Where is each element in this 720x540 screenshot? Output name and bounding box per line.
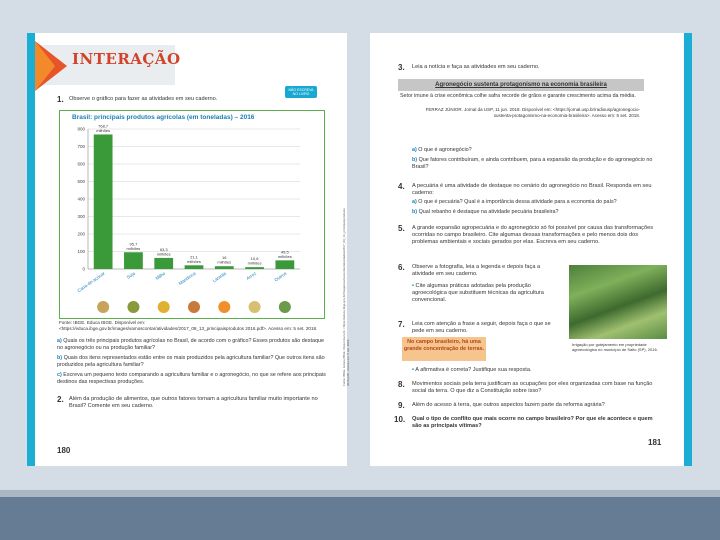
q1-a-text: Quais os três principais produtos agrícolas no Brasil, de acordo com o gráfico? Esses produtos são destaque no agronegócio ou na produção familiar? (57, 338, 324, 351)
q8-number: 8. (398, 380, 405, 389)
chart-title: Brasil: principais produtos agrícolas (em toneladas) – 2016 (72, 114, 255, 121)
bullet-icon: • (412, 367, 414, 373)
q10-number: 10. (394, 415, 406, 424)
chart-bar (275, 260, 294, 269)
q4-b (412, 209, 662, 216)
q2-number: 2. (57, 395, 64, 404)
chart-bar (245, 267, 264, 269)
y-tick-label: 800 (77, 126, 85, 132)
q1-a-label: a) (57, 338, 62, 344)
y-tick-label: 500 (77, 179, 85, 184)
y-tick-label: 300 (77, 214, 85, 219)
category-label: Mandioca (177, 270, 197, 287)
chart-bar (154, 258, 173, 269)
q6-bullet (412, 283, 564, 305)
bar-data-label-unit: milhões (96, 127, 111, 133)
page-edge (27, 33, 35, 466)
page-number-left: 180 (57, 446, 71, 455)
q3-b-label: b) (412, 157, 418, 163)
bar-data-label: 10,6 (250, 256, 259, 262)
q6-bullet-text: Cite algumas práticas adotadas pela produção agroecológica que substituem técnicas da agricultura convencional. (412, 283, 544, 304)
category-label: Outros (273, 270, 288, 283)
chart-bar (215, 266, 234, 269)
q4-number: 4. (398, 182, 405, 191)
q6-number: 6. (398, 263, 405, 272)
product-image (158, 301, 170, 313)
product-image (279, 301, 291, 313)
product-image (97, 301, 109, 313)
bar-data-label: 16 (222, 255, 227, 261)
bar-data-label-unit: milhões (247, 260, 262, 266)
q3-a-label: a) (412, 147, 417, 153)
product-image (127, 301, 139, 313)
bottom-bar (0, 497, 720, 540)
q3-text: Leia a notícia e faça as atividades em seu caderno. (412, 64, 540, 70)
product-image (249, 301, 261, 313)
category-label: Milho (154, 270, 167, 281)
bar-data-label: 768,7 (98, 123, 109, 129)
quote-callout: No campo brasileiro, há uma grande concentração de terras. (402, 337, 486, 361)
chart-bar (94, 134, 113, 269)
q7-bullet (412, 367, 612, 374)
q5-number: 5. (398, 224, 405, 233)
q6-text: Observe a fotografia, leia a legenda e depois faça a atividade em seu caderno. (412, 264, 541, 278)
category-label: Arroz (245, 270, 258, 281)
category-label: Cana-de-açúcar (76, 270, 106, 294)
q9-text: Além do acesso à terra, que outros aspectos fazem parte da reforma agrária? (412, 402, 605, 408)
bar-data-label: 63,3 (159, 246, 168, 252)
category-label: Laranja (211, 270, 227, 284)
q1-b-text: Quais dos itens representados estão entre os mais produzidos pela agricultura familiar? Que outros itens são produzidos pela agricultura familiar? (57, 355, 325, 368)
left-page (27, 33, 350, 466)
y-tick-label: 100 (77, 249, 85, 254)
chart-bar (185, 265, 204, 269)
bar-data-label: 49,5 (280, 249, 289, 255)
y-tick-label: 400 (77, 196, 85, 202)
q8-text: Movimentos sociais pela terra justificam as ocupações por eles organizadas com base na função social da terra. O que diz a Constituição sobre isso? (412, 381, 653, 395)
product-image (188, 301, 200, 313)
bar-data-label-unit: milhões (187, 258, 201, 264)
q3-a (412, 147, 662, 154)
y-tick-label: 700 (77, 144, 85, 149)
q4-text: A pecuária é uma atividade de destaque no cenário do agronegócio no Brasil. Responda em seu caderno: (412, 183, 652, 197)
q3-b (412, 157, 662, 171)
y-tick-label: 600 (77, 161, 85, 167)
bar-data-label-unit: milhões (156, 251, 171, 257)
q1-b-label: b) (57, 355, 63, 361)
q5-text: A grande expansão agropecuária e do agronegócio só foi possível por causa das transformações ocorridas no campo brasileiro. Cite algumas dessas transformações e pelo menos dois dos problemas ambientais e sociais gerados por elas. Escreva em seu caderno. (412, 225, 653, 246)
q1-text: Observe o gráfico para fazer as atividades em seu caderno. (69, 96, 218, 102)
bar-data-label-unit: milhões (277, 253, 292, 259)
bar-chart (60, 123, 310, 323)
q2-text: Além da produção de alimentos, que outros fatores tornam a agricultura familiar muito importante no Brasil? Comente em seu caderno. (69, 396, 318, 410)
q1-b (57, 355, 327, 369)
bar-data-label-unit: milhões (126, 245, 141, 251)
y-tick-label: 0 (82, 266, 85, 272)
bullet-icon: • (412, 283, 414, 289)
q1-number: 1. (57, 95, 64, 104)
chart-source: Fonte: IBGE. Educa IBGE. Disponível em: <https://educa.ibge.gov.br/images/vamoscontar/atividades/2017_09_13_principaisprodutos 2016.pdf>. Acesso em: 5 set. 2018. (342, 208, 350, 386)
news-title: Agronegócio sustenta protagonismo na economia brasileira (398, 79, 644, 91)
irrigation-photo (569, 265, 667, 339)
bar-data-label-unit: milhões (217, 259, 232, 265)
section-header: INTERAÇÃO (72, 50, 181, 68)
bottom-strip (0, 490, 720, 497)
q7-number: 7. (398, 320, 405, 329)
news-source: FERRAZ JÚNIOR. Jornal da USP, 11 jun. 2018. Disponível em: <https://jornal.usp.br/radiousp/agronegocio-sustenta-protagonismo-na-economia-brasileira>. Acesso em: 5 set. 2018. (425, 107, 640, 118)
right-page (370, 33, 692, 466)
page-number-right: 181 (648, 438, 662, 447)
q4-b-text: Qual rebanho é destaque na atividade pecuária brasileira? (418, 209, 559, 215)
chart-bar (124, 252, 143, 269)
q3-a-text: O que é agronegócio? (418, 147, 472, 153)
q1-c-label: c) (57, 372, 62, 378)
source-text: Fonte: IBGE. Educa IBGE. Disponível em: <https://educa.ibge.gov.br/images/vamoscontar/atividades/2017_09_13_principaisprodutos 2016.pdf>. Acesso em: 5 set. 2018. (59, 320, 318, 331)
product-image (218, 301, 230, 313)
bar-data-label: 95,7 (129, 241, 138, 247)
y-tick-label: 200 (77, 231, 85, 237)
q1-a (57, 338, 327, 352)
header-triangle-light (35, 41, 55, 91)
no-write-badge: NÃO ESCREVA NO LIVRO (285, 86, 317, 98)
q4-b-label: b) (412, 209, 418, 215)
q1-c (57, 372, 327, 386)
q9-number: 9. (398, 401, 405, 410)
q7-bullet-text: A afirmativa é correta? Justifique sua resposta. (415, 367, 532, 373)
q3-b-text: Que fatores contribuíram, e ainda contribuem, para a expansão da produção e do agronegócio no Brasil? (412, 157, 653, 170)
q4-a-text: O que é pecuária? Qual é a importância dessa atividade para a economia do país? (418, 199, 617, 205)
bar-data-label: 21,1 (190, 254, 198, 260)
q3-number: 3. (398, 63, 405, 72)
category-label: Soja (125, 270, 137, 280)
q4-a-label: a) (412, 199, 417, 205)
q4-a (412, 199, 662, 206)
q10-text: Qual o tipo de conflito que mais ocorre no campo brasileiro? Por que ele acontece e quem são as principais vítimas? (412, 416, 653, 430)
news-subtitle: Setor imune à crise econômica colhe safra recorde de grãos e garante crescimento acima da média. (400, 93, 636, 99)
q7-text: Leia com atenção a frase a seguir, depois faça o que se pede em seu caderno. (412, 321, 551, 335)
news-box (398, 79, 644, 135)
page-edge (684, 33, 692, 466)
q1-c-text: Escreva um pequeno texto comparando a agricultura familiar e o agronegócio, no que se refere aos principais destinos das respectivas produções. (57, 372, 326, 385)
photo-caption: Irrigação por gotejamento em propriedade agroecológica no município de Salto (SP), 2016. (572, 342, 658, 352)
